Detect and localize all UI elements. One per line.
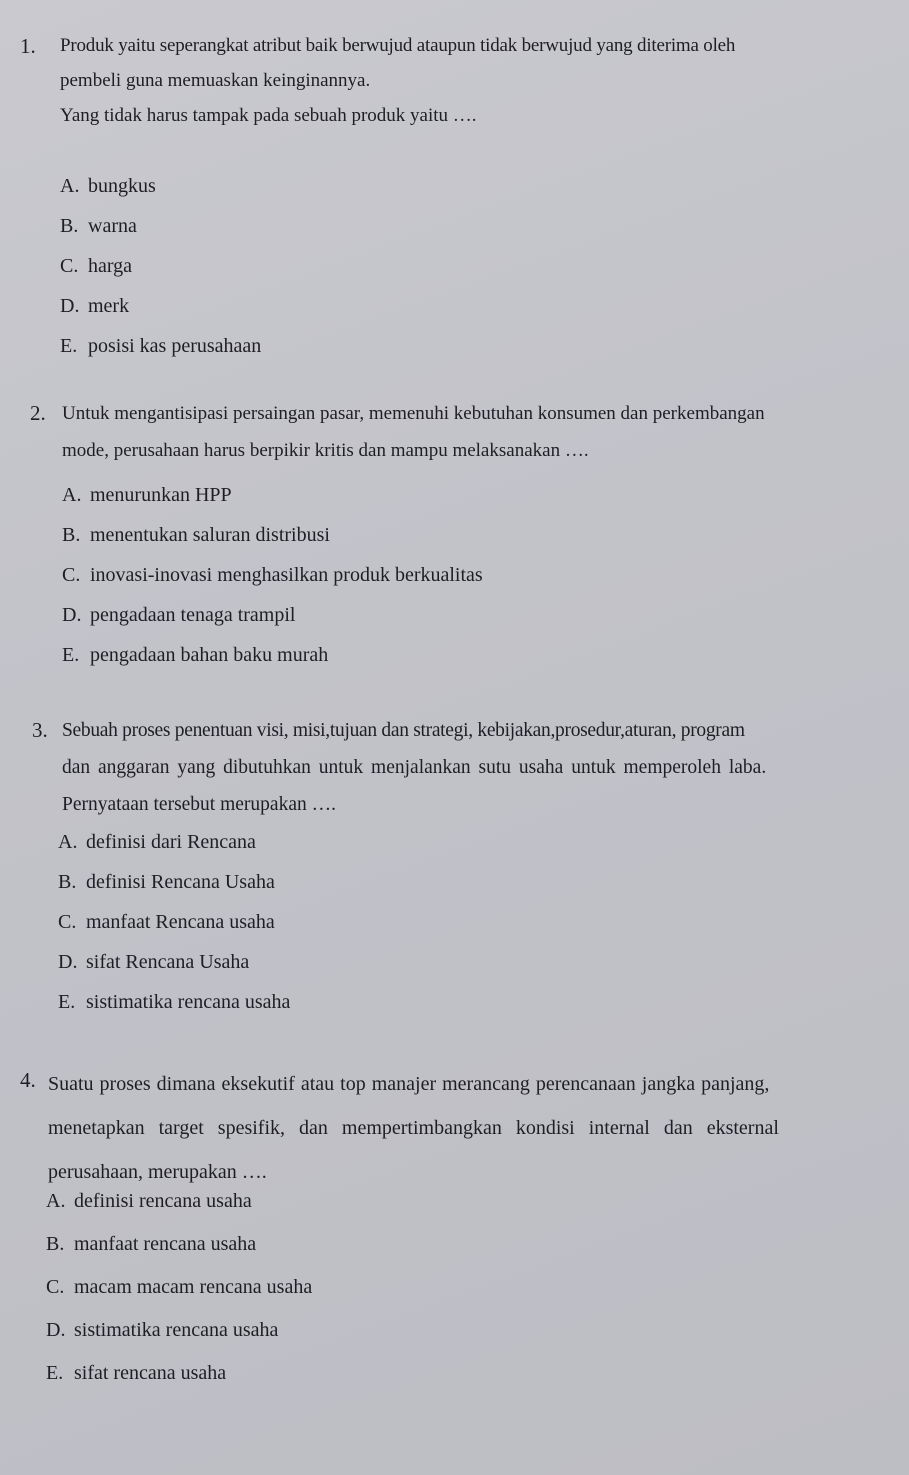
- option-d[interactable]: [60, 286, 261, 326]
- option-letter: A.: [58, 831, 78, 853]
- option-letter: C.: [60, 255, 79, 277]
- question-number: 2.: [30, 401, 46, 425]
- question-line: perusahaan, merupakan ….: [48, 1161, 267, 1183]
- option-text: menentukan saluran distribusi: [90, 524, 330, 546]
- option-letter: E.: [60, 335, 78, 357]
- option-text: pengadaan tenaga trampil: [90, 604, 296, 626]
- option-c[interactable]: [62, 555, 483, 595]
- option-letter: B.: [58, 871, 77, 893]
- option-text: macam macam rencana usaha: [74, 1276, 313, 1298]
- option-b[interactable]: [58, 862, 290, 902]
- question-number: 3.: [32, 718, 48, 742]
- option-a[interactable]: [58, 822, 290, 862]
- option-letter: B.: [60, 215, 79, 237]
- question-line: Sebuah proses penentuan visi, misi,tujuan dan strategi, kebijakan,prosedur,aturan, program: [62, 720, 745, 741]
- option-text: sistimatika rencana usaha: [74, 1319, 279, 1341]
- option-text: definisi dari Rencana: [86, 831, 256, 853]
- answer-options: [58, 822, 290, 1022]
- question-line: Pernyataan tersebut merupakan ….: [62, 794, 336, 815]
- answer-options: [60, 166, 261, 366]
- question-line: mode, perusahaan harus berpikir kritis dan mampu melaksanakan ….: [62, 440, 589, 461]
- question-line: pembeli guna memuaskan keinginannya.: [60, 70, 371, 91]
- question-line: Untuk mengantisipasi persaingan pasar, memenuhi kebutuhan konsumen dan perkembangan: [62, 403, 765, 424]
- option-e[interactable]: [62, 635, 483, 675]
- option-text: sifat Rencana Usaha: [86, 951, 250, 973]
- option-text: sistimatika rencana usaha: [86, 991, 291, 1013]
- option-c[interactable]: [60, 246, 261, 286]
- option-e[interactable]: [58, 982, 290, 1022]
- question-text: [60, 28, 880, 133]
- option-text: bungkus: [88, 175, 156, 197]
- option-d[interactable]: [46, 1309, 312, 1352]
- question-number: 4.: [20, 1068, 36, 1092]
- option-d[interactable]: [62, 595, 483, 635]
- option-letter: A.: [62, 484, 82, 506]
- option-letter: A.: [46, 1190, 66, 1212]
- option-c[interactable]: [46, 1266, 312, 1309]
- option-d[interactable]: [58, 942, 290, 982]
- answer-options: [46, 1180, 312, 1395]
- question-line: Yang tidak harus tampak pada sebuah produk yaitu ….: [60, 105, 477, 126]
- option-b[interactable]: [46, 1223, 312, 1266]
- option-letter: A.: [60, 175, 80, 197]
- option-letter: C.: [46, 1276, 65, 1298]
- option-a[interactable]: [46, 1180, 312, 1223]
- option-letter: E.: [46, 1362, 64, 1384]
- option-b[interactable]: [60, 206, 261, 246]
- option-b[interactable]: [62, 515, 483, 555]
- option-text: warna: [88, 215, 137, 237]
- option-text: manfaat rencana usaha: [74, 1233, 257, 1255]
- question-line: dan anggaran yang dibutuhkan untuk menjalankan sutu usaha untuk memperoleh laba.: [62, 757, 767, 778]
- question-text: [48, 1062, 908, 1194]
- option-letter: E.: [62, 644, 80, 666]
- option-letter: D.: [58, 951, 78, 973]
- question-text: [62, 395, 892, 469]
- option-letter: C.: [62, 564, 81, 586]
- option-a[interactable]: [60, 166, 261, 206]
- option-text: merk: [88, 295, 130, 317]
- option-text: definisi rencana usaha: [74, 1190, 252, 1212]
- question-number: 1.: [20, 34, 36, 58]
- option-e[interactable]: [46, 1352, 312, 1395]
- option-text: manfaat Rencana usaha: [86, 911, 275, 933]
- option-text: inovasi-inovasi menghasilkan produk berkualitas: [90, 564, 483, 586]
- option-letter: D.: [46, 1319, 66, 1341]
- option-letter: D.: [62, 604, 82, 626]
- answer-options: [62, 475, 483, 675]
- option-e[interactable]: [60, 326, 261, 366]
- option-text: sifat rencana usaha: [74, 1362, 227, 1384]
- option-text: posisi kas perusahaan: [88, 335, 262, 357]
- option-text: pengadaan bahan baku murah: [90, 644, 329, 666]
- option-text: definisi Rencana Usaha: [86, 871, 275, 893]
- option-c[interactable]: [58, 902, 290, 942]
- option-text: menurunkan HPP: [90, 484, 232, 506]
- option-letter: E.: [58, 991, 76, 1013]
- option-text: harga: [88, 255, 133, 277]
- question-line: menetapkan target spesifik, dan mempertimbangkan kondisi internal dan eksternal: [48, 1117, 779, 1139]
- question-line: Produk yaitu seperangkat atribut baik berwujud ataupun tidak berwujud yang diterima oleh: [60, 35, 736, 56]
- option-letter: C.: [58, 911, 77, 933]
- option-letter: D.: [60, 295, 80, 317]
- option-letter: B.: [62, 524, 81, 546]
- option-letter: B.: [46, 1233, 65, 1255]
- question-text: [62, 712, 900, 823]
- option-a[interactable]: [62, 475, 483, 515]
- question-line: Suatu proses dimana eksekutif atau top manajer merancang perencanaan jangka panjang,: [48, 1073, 770, 1095]
